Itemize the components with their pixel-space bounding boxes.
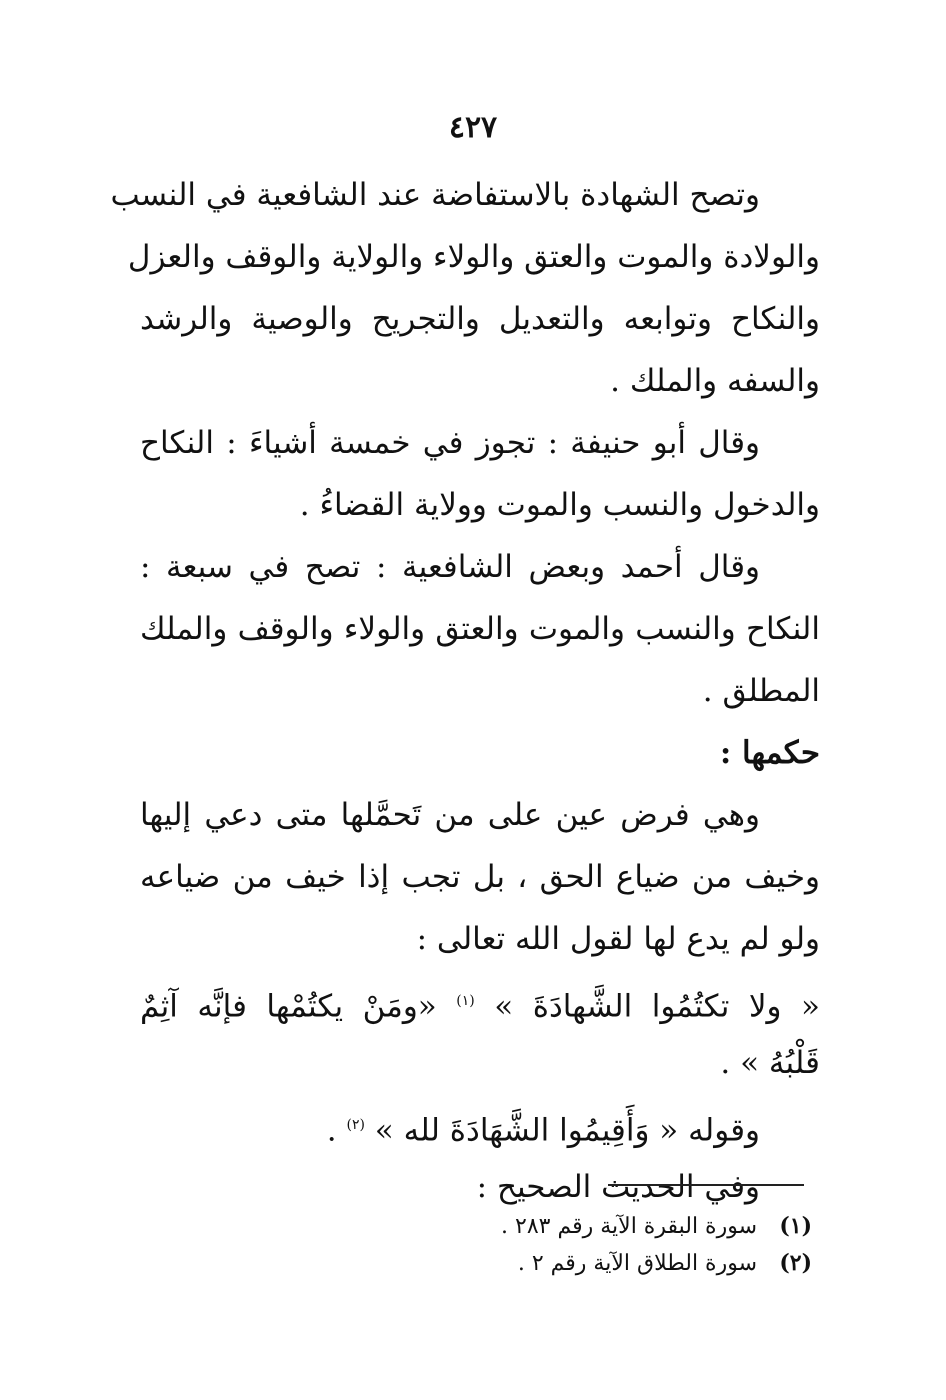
section-heading: حكمها : <box>719 735 820 771</box>
quran-verse-2-line <box>140 1094 820 1156</box>
ruling-line-1: وهي فرض عين على من تَحمَّلها متى دعي إليها <box>140 797 760 833</box>
quran-verse-1-part-a: « ولا تكتُمُوا الشَّهادَةَ » <box>494 988 820 1025</box>
footnotes <box>400 1208 812 1282</box>
footnote-2 <box>400 1245 812 1282</box>
footnote-ref-1: (١) <box>456 993 475 1009</box>
paragraph-2-line-2: والدخول والنسب والموت وولاية القضاءُ . <box>299 487 820 523</box>
paragraph-3-line-2: النكاح والنسب والموت والعتق والولاء والوقف والملك <box>140 611 820 647</box>
paragraph-1-line-3: والنكاح وتوابعه والتعديل والتجريح والوصية والرشد <box>140 301 820 337</box>
quran-verse-1-part-b: «ومَنْ يكتُمْها فإنَّه آثِمٌ <box>140 988 437 1025</box>
footnote-1-text: سورة البقرة الآية رقم ٢٨٣ . <box>501 1214 757 1239</box>
hadith-intro: وفي الحديث الصحيح : <box>476 1169 760 1205</box>
footnote-1-number: (١) <box>779 1213 812 1239</box>
body-text <box>110 164 820 1218</box>
ruling-line-3: ولو لم يدع لها لقول الله تعالى : <box>416 921 820 957</box>
quran-verse-1-line-1 <box>140 970 820 1032</box>
page-number: ٤٢٧ <box>448 110 498 145</box>
paragraph-1-line-2: والولادة والموت والعتق والولاء والولاية والوقف والعزل <box>127 239 820 275</box>
quran-verse-2-text: وقوله « وَأَقِيمُوا الشَّهَادَةَ لله » <box>374 1112 760 1149</box>
footnote-separator <box>608 1184 804 1186</box>
paragraph-3-line-1: وقال أحمد وبعض الشافعية : تصح في سبعة : <box>140 549 760 585</box>
footnote-1 <box>400 1208 812 1245</box>
footnote-2-number: (٢) <box>779 1250 812 1276</box>
quran-verse-1-line-2: قَلْبُهُ » . <box>720 1045 820 1081</box>
ruling-line-2: وخيف من ضياع الحق ، بل تجب إذا خيف من ضياعه <box>140 859 820 895</box>
footnote-ref-2: (٢) <box>346 1117 365 1133</box>
paragraph-3-line-3: المطلق . <box>702 673 820 709</box>
quran-verse-2-end: . <box>326 1112 337 1149</box>
paragraph-1-line-4: والسفه والملك . <box>610 363 820 399</box>
paragraph-2-line-1: وقال أبو حنيفة : تجوز في خمسة أشياءَ : النكاح <box>140 425 760 461</box>
footnote-2-text: سورة الطلاق الآية رقم ٢ . <box>517 1251 757 1276</box>
paragraph-1-line-1: وتصح الشهادة بالاستفاضة عند الشافعية في النسب <box>110 177 760 213</box>
